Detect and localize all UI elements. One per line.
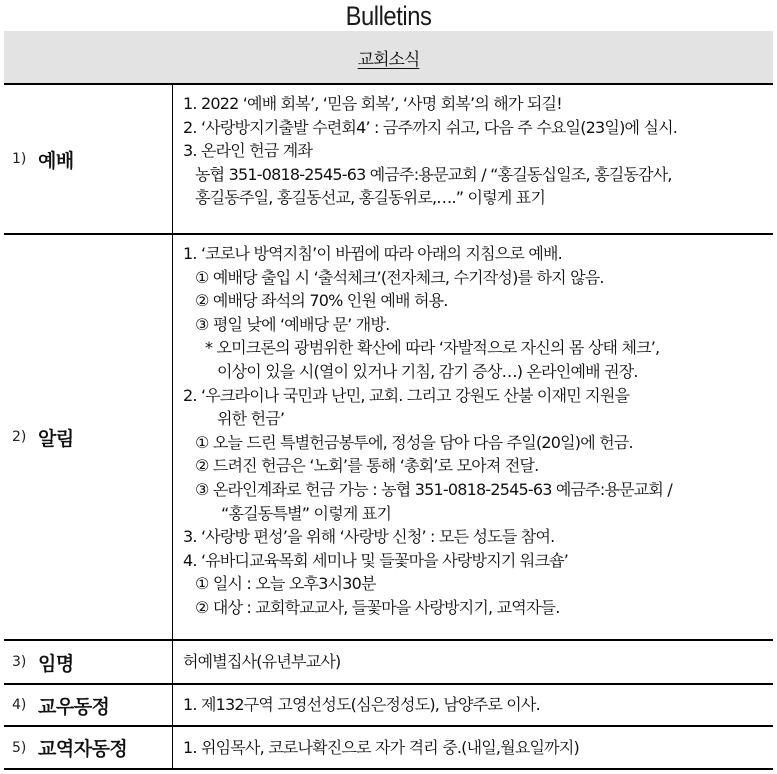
- bulletin-row-worship: [4, 85, 773, 235]
- bulletin-row-announcements: [4, 235, 773, 641]
- content-line: * 오미크론의 광범위한 확산에 따라 ‘자발적으로 자신의 몸 상태 체크’,: [205, 338, 660, 358]
- category-cell: [4, 235, 173, 639]
- bulletin-row-appointment: [4, 641, 773, 685]
- content-line: 2. ‘사랑방지기출발 수련회4’ : 금주까지 쉬고, 다음 주 수요일(23일)에 실시.: [183, 117, 678, 137]
- category-number: 1): [12, 151, 27, 167]
- category-cell: [4, 685, 173, 725]
- content-line: 허예별집사(유년부교사): [183, 652, 341, 672]
- section-header-band: [4, 31, 773, 85]
- category-number: 2): [12, 429, 27, 445]
- bulletin-row-member-news: [4, 685, 773, 727]
- category-name: 알림: [38, 427, 74, 450]
- category-number: 4): [12, 697, 27, 713]
- content-cell: [173, 641, 773, 683]
- category-name: 교역자동정: [38, 738, 128, 760]
- category-cell: [4, 641, 173, 683]
- content-line: 1. 위임목사, 코로나확진으로 자가 격리 중.(내일,월요일까지): [183, 737, 579, 757]
- content-line: 농협 351-0818-2545-63 예금주:용문교회 / “홍길동십일조, 홍길동감사,: [195, 164, 672, 184]
- content-cell: [173, 685, 773, 725]
- content-line: 이상이 있을 시(열이 있거나 기침, 감기 증상…) 온라인예배 권장.: [217, 361, 638, 381]
- content-line: 3. 온라인 헌금 계좌: [183, 141, 313, 161]
- content-line: “홍길동특별” 이렇게 표기: [221, 503, 392, 523]
- content-line: 1. ‘코로나 방역지침’이 바뀜에 따라 아래의 지침으로 예배.: [183, 244, 562, 263]
- content-line: 3. ‘사랑방 편성’을 위해 ‘사랑방 신청’ : 모든 성도들 참여.: [183, 527, 555, 547]
- category-name: 임명: [38, 652, 74, 675]
- content-line: 4. ‘유바디교육목회 세미나 및 들꽃마을 사랑방지기 워크숍’: [183, 550, 569, 570]
- content-line: 2. ‘우크라이나 국민과 난민, 교회. 그리고 강원도 산불 이재민 지원을: [183, 385, 630, 405]
- content-line: ① 오늘 드린 특별헌금봉투에, 정성을 담아 다음 주일(20일)에 헌금.: [195, 432, 633, 452]
- bulletin-table: [4, 85, 773, 770]
- content-line: ② 드려진 헌금은 ‘노회’를 통해 ‘총회’로 모아져 전달.: [195, 456, 539, 476]
- bulletin-row-staff-news: [4, 727, 773, 770]
- content-line: 1. 제132구역 고영선성도(심은정성도), 남양주로 이사.: [183, 695, 540, 715]
- content-line: 홍길동주일, 홍길동선교, 홍길동위로,….” 이렇게 표기: [195, 188, 546, 208]
- category-cell: [4, 727, 173, 768]
- category-name: 예배: [38, 149, 74, 172]
- content-line: ① 일시 : 오늘 오후3시30분: [195, 574, 376, 594]
- category-number: 5): [12, 739, 27, 756]
- content-line: ① 예배당 출입 시 ‘출석체크’(전자체크, 수기작성)를 하지 않음.: [195, 267, 604, 287]
- content-line: 위한 헌금’: [217, 409, 285, 429]
- content-line: ② 대상 : 교회학교교사, 들꽃마을 사랑방지기, 교역자들.: [195, 597, 560, 617]
- content-line: ③ 평일 낮에 ‘예배당 문’ 개방.: [195, 314, 390, 334]
- content-line: ② 예배당 좌석의 70% 인원 예배 허용.: [195, 291, 448, 311]
- section-header-title: 교회소식: [357, 49, 420, 70]
- content-line: ③ 온라인계좌로 헌금 가능 : 농협 351-0818-2545-63 예금주:용문교회 /: [195, 479, 672, 499]
- category-cell: [4, 85, 173, 233]
- page-title: Bulletins: [345, 1, 432, 31]
- category-number: 3): [12, 654, 27, 670]
- content-cell: [173, 727, 773, 768]
- content-line: 1. 2022 ‘예배 회복’, ‘믿음 회복’, ‘사명 회복’의 해가 되길!: [183, 94, 562, 113]
- category-name: 교우동정: [38, 695, 110, 718]
- content-cell: [173, 235, 773, 639]
- content-cell: [173, 85, 773, 233]
